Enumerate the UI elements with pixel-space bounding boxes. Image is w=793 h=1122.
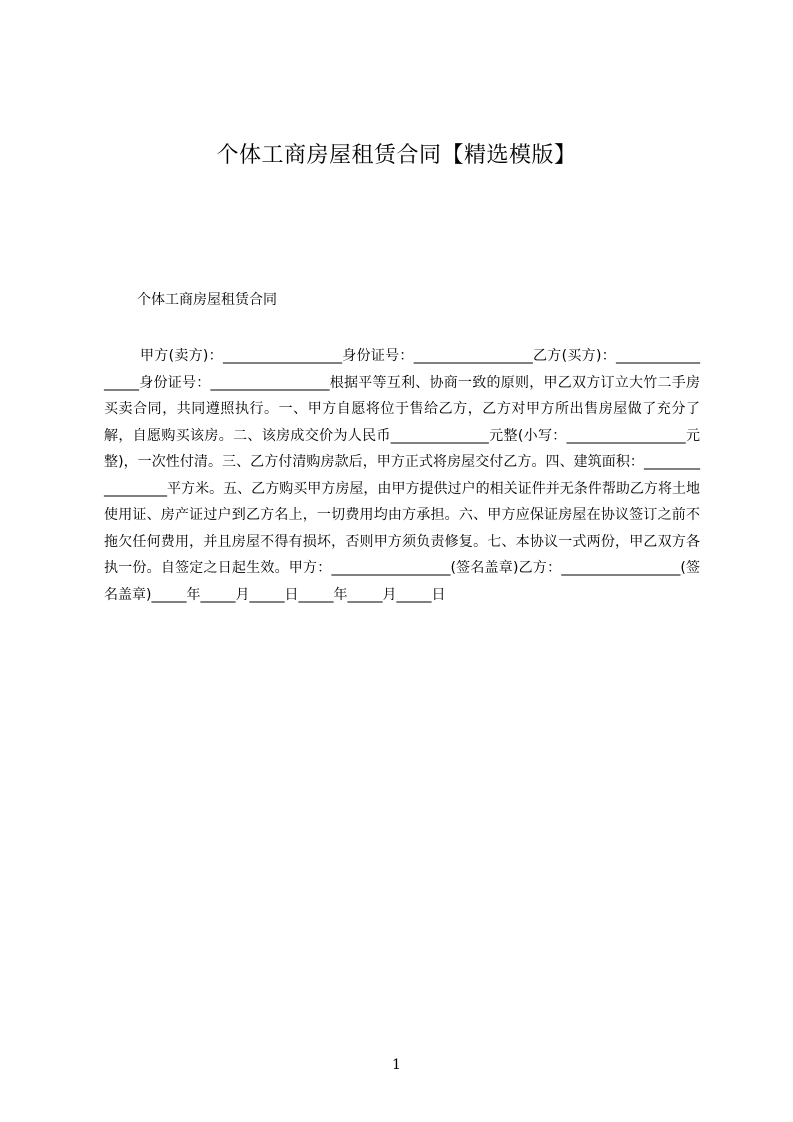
document-subtitle: 个体工商房屋租赁合同 (137, 292, 277, 308)
document-title: 个体工商房屋租赁合同【精选模版】 (216, 143, 577, 168)
page-number: 1 (392, 1057, 401, 1073)
contract-body-paragraph: 甲方(卖方)：_________________身份证号：_________________乙方(买方)：_________________身份证号：_________________根据平等互利、协商一致的原则，甲乙双方订立大竹二手房买卖合同，共同遵照执行。一、甲方自愿将位于售给乙方，乙方对甲方所出售房屋做了充分了解，自愿购买该房。二、该房成交价为人民币______________元整(小写：_________________元整)，一次性付清。三、乙方付清购房款后，甲方正式将房屋交付乙方。四、建筑面积：_________________平方米。五、乙方购买甲方房屋，由甲方提供过户的相关证件并无条件帮助乙方将土地使用证、房产证过户到乙方名上，一切费用均由方承担。六、甲方应保证房屋在协议签订之前不拖欠任何费用，并且房屋不得有损坏，否则甲方须负责修复。七、本协议一式两份，甲乙双方各执一份。自签定之日起生效。甲方：_________________(签名盖章)乙方：_________________(签名盖章)_____年_____月_____日_____年_____月_____日 (104, 348, 700, 603)
